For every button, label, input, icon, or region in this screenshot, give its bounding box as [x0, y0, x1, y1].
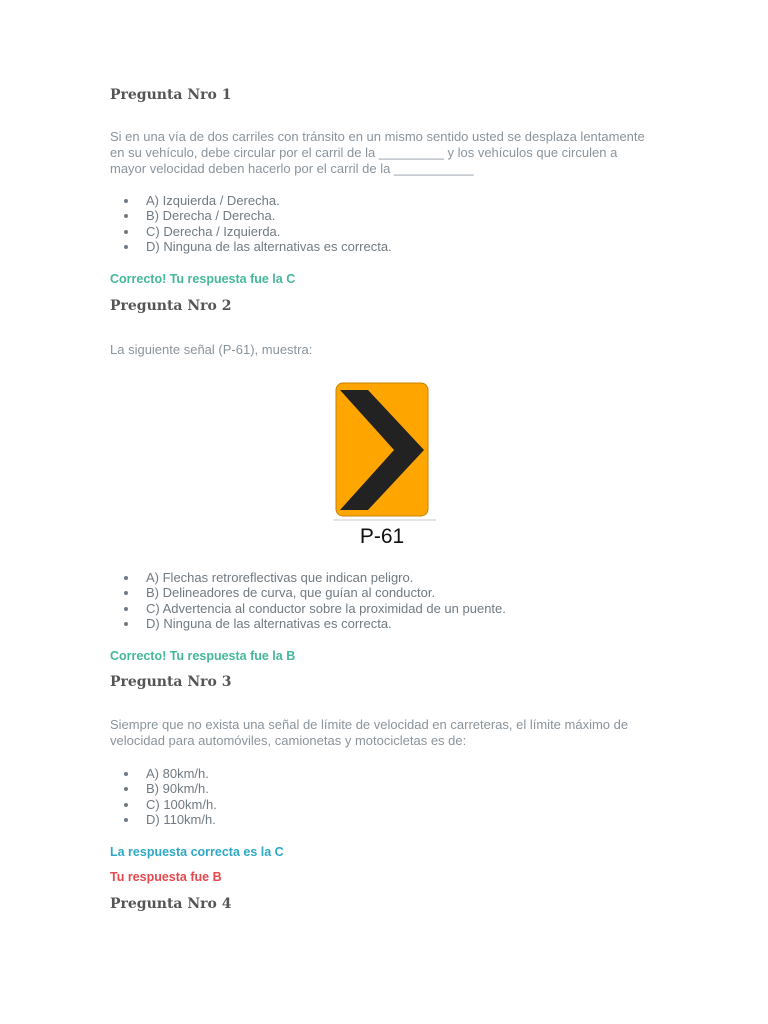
option-a: A) Izquierda / Derecha. [110, 193, 392, 208]
question-3-options [110, 766, 217, 827]
option-d: D) 110km/h. [110, 812, 217, 827]
p61-sign-image [330, 380, 436, 550]
question-2-options [110, 570, 506, 631]
option-b: B) Delineadores de curva, que guían al conductor. [110, 585, 506, 600]
question-1-text: Si en una vía de dos carriles con tránsito en un mismo sentido usted se desplaza lentamente en su vehículo, debe circular por el carril de la _________ y los vehículos que circulen a mayor velocidad deben hacerlo por el carril de la ___________ [110, 129, 645, 176]
question-3-title: Pregunta Nro 3 [110, 674, 232, 690]
question-2-feedback: Correcto! Tu respuesta fue la B [110, 649, 296, 663]
option-d: D) Ninguna de las alternativas es correcta. [110, 239, 392, 254]
question-2-title: Pregunta Nro 2 [110, 298, 232, 314]
question-3-user-answer: Tu respuesta fue B [110, 870, 222, 884]
question-1-feedback: Correcto! Tu respuesta fue la C [110, 272, 296, 286]
option-a: A) 80km/h. [110, 766, 217, 781]
option-c: C) 100km/h. [110, 797, 217, 812]
question-3-correct-answer: La respuesta correcta es la C [110, 845, 284, 859]
question-2-text: La siguiente señal (P-61), muestra: [110, 342, 313, 357]
question-1-title: Pregunta Nro 1 [110, 87, 232, 103]
option-c: C) Derecha / Izquierda. [110, 224, 392, 239]
option-a: A) Flechas retroreflectivas que indican peligro. [110, 570, 506, 585]
question-4-title: Pregunta Nro 4 [110, 896, 232, 912]
sign-caption: P-61 [359, 525, 405, 548]
question-1-options [110, 193, 392, 254]
option-c: C) Advertencia al conductor sobre la proximidad de un puente. [110, 601, 506, 616]
option-b: B) 90km/h. [110, 781, 217, 796]
option-b: B) Derecha / Derecha. [110, 208, 392, 223]
option-d: D) Ninguna de las alternativas es correcta. [110, 616, 506, 631]
question-3-text: Siempre que no exista una señal de límite de velocidad en carreteras, el límite máximo de velocidad para automóviles, camionetas y motocicletas es de: [110, 717, 629, 748]
